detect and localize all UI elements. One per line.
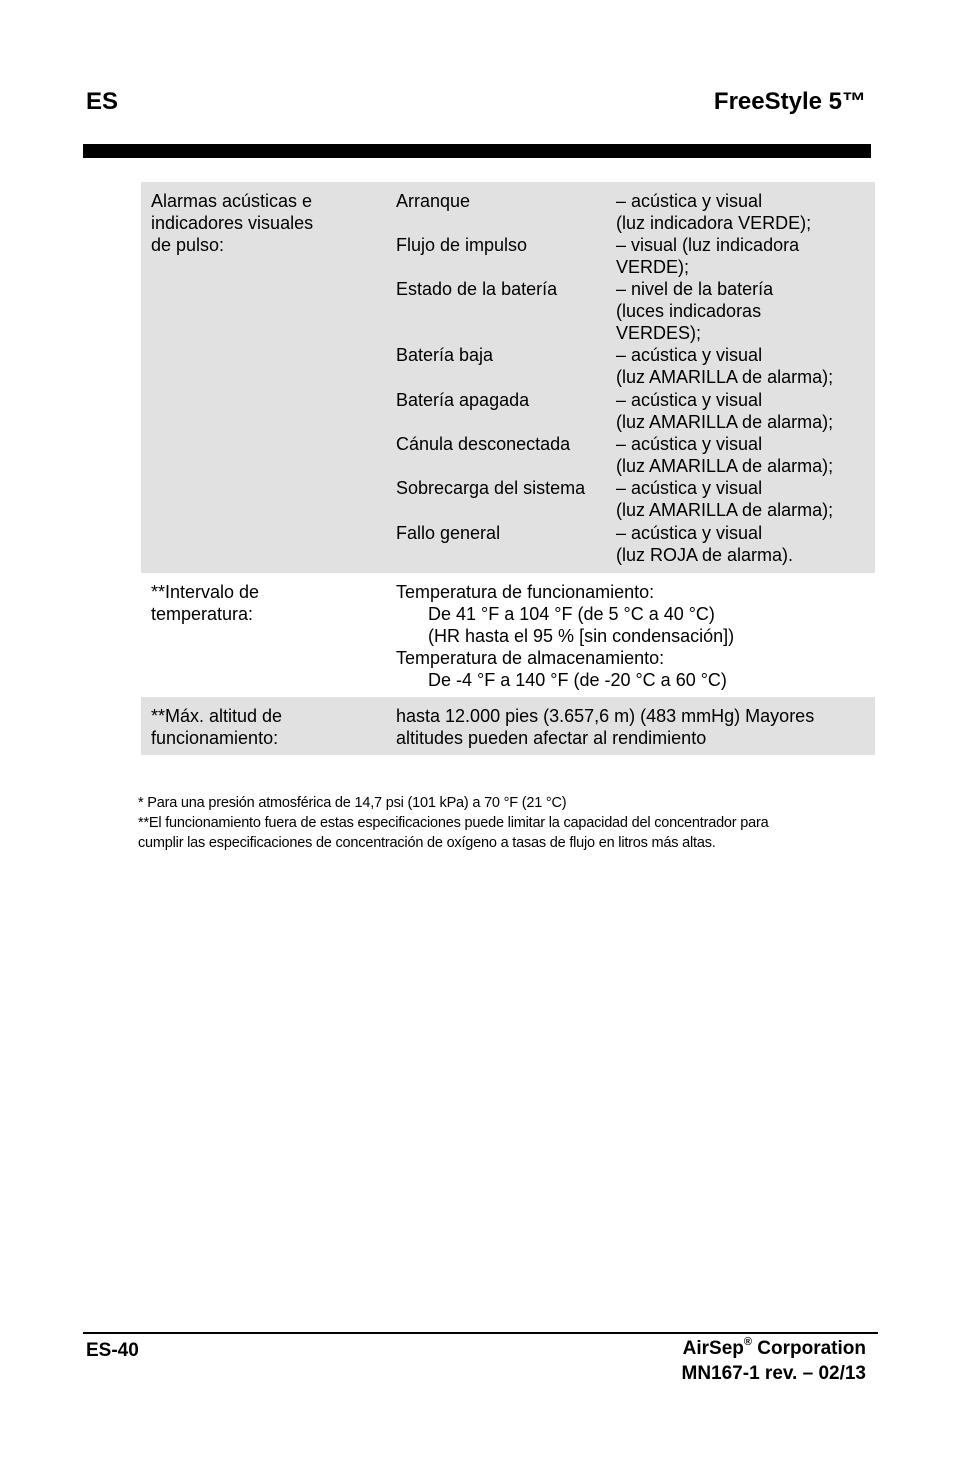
footer-company <box>682 1336 867 1386</box>
footnotes <box>138 793 878 853</box>
footer-divider <box>83 1332 878 1334</box>
spec-value-temperature: Temperatura de funcionamiento: De 41 °F a 104 °F (de 5 °C a 40 °C) (HR hasta el 95 % [sin condensación]) Temperatura de almacenamiento: De -4 °F a 140 °F (de -20 °C a 60 °C) <box>396 582 735 690</box>
company-suffix: Corporation <box>752 1338 866 1359</box>
page-number: ES-40 <box>86 1340 139 1361</box>
header-divider <box>83 144 871 158</box>
spec-label-alarms: Alarmas acústicas e indicadores visuales de pulso: <box>151 191 314 255</box>
spec-label-temperature: **Intervalo de temperatura: <box>151 582 260 624</box>
spec-row-altitude <box>141 697 875 755</box>
header-lang: ES <box>86 88 119 115</box>
spec-row-temperature <box>141 573 875 697</box>
document-revision: MN167-1 rev. – 02/13 <box>681 1363 866 1384</box>
registered-mark: ® <box>743 1336 752 1348</box>
company-name: AirSep <box>682 1338 744 1359</box>
spec-value-altitude: hasta 12.000 pies (3.657,6 m) (483 mmHg) Mayores altitudes pueden afectar al rendimiento <box>396 706 815 748</box>
footnote-operation-cont: cumplir las especificaciones de concentración de oxígeno a tasas de flujo en litros más altas. <box>138 835 716 851</box>
footnote-operation: **El funcionamiento fuera de estas especificaciones puede limitar la capacidad del concentrador para <box>138 815 769 831</box>
spec-row-alarms: Alarmas acústicas e indicadores visuales de pulso: Arranque – acústica y visual (luz indicadora VERDE); Flujo de impulso – visual (luz indicadora VERDE); Estado de la batería – nivel de la batería (luces indicadoras VERDES); Batería baja – acústica y visual (luz AMARILLA de alarma); Batería apagada – acústica y visual (luz AMARILLA de alarma); Cánula desconectada – acústica y visual (luz AMARILLA de alarma); Sobrecarga del sistema – acústica y visual (luz AMARILLA de alarma); Fallo general – acústica y visual (luz ROJA de alarma). <box>141 182 875 573</box>
footnote-pressure: * Para una presión atmosférica de 14,7 psi (101 kPa) a 70 °F (21 °C) <box>138 795 567 811</box>
spec-label-altitude: **Máx. altitud de funcionamiento: <box>151 706 283 748</box>
document-title: FreeStyle 5™ <box>713 88 866 115</box>
